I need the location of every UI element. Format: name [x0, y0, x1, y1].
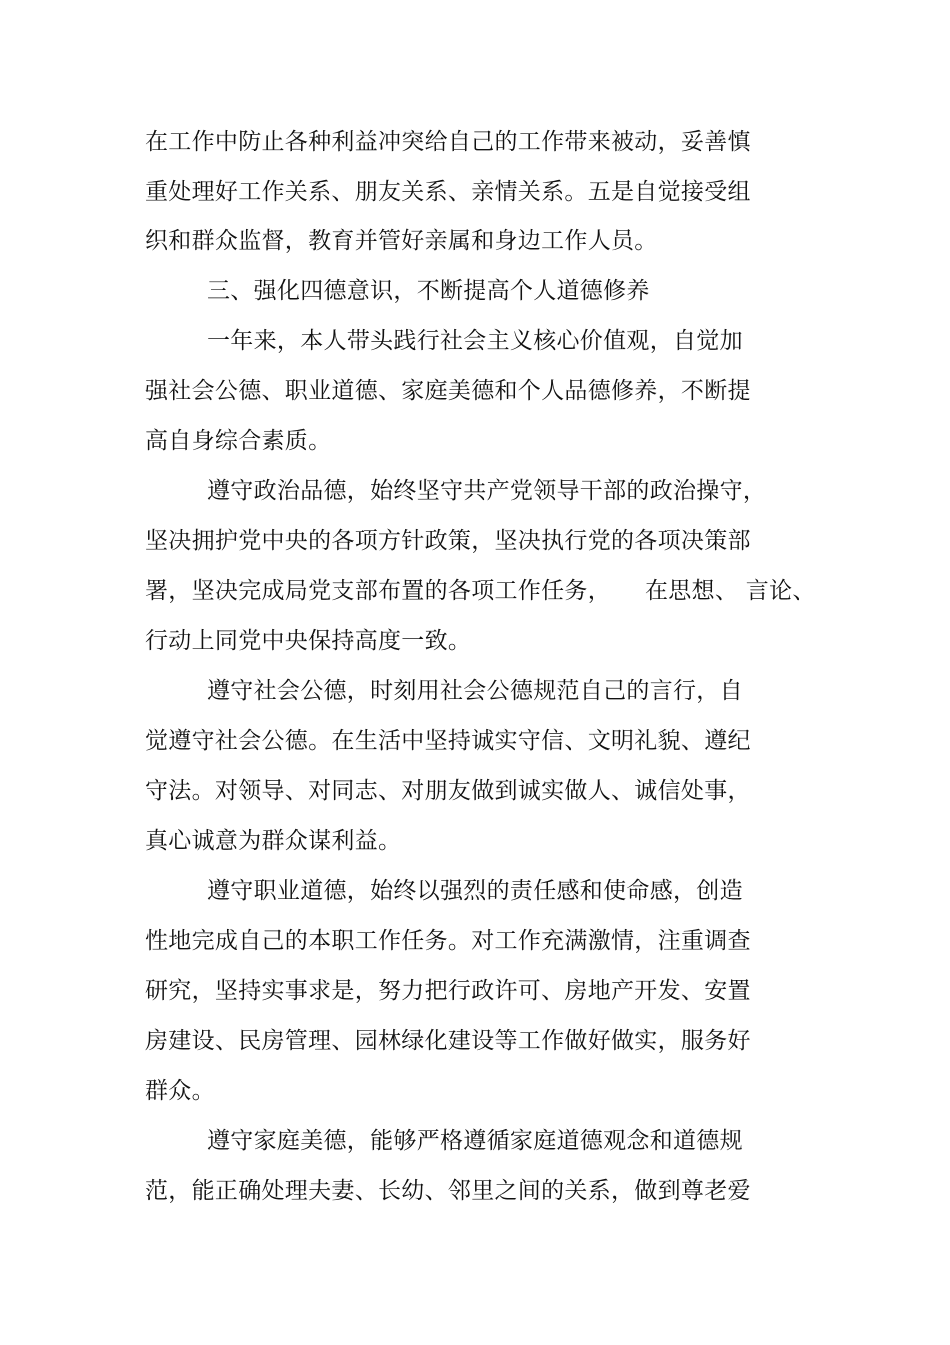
- text-line: 遵守职业道德，始终以强烈的责任感和使命感，创造: [207, 878, 743, 904]
- text-line: 守法。对领导、对同志、对朋友做到诚实做人、诚信处事，: [145, 778, 751, 804]
- text-line: 研究，坚持实事求是，努力把行政许可、房地产开发、安置: [145, 978, 751, 1004]
- text-line: 群众。: [145, 1078, 215, 1104]
- section-heading: 三、强化四德意识，不断提高个人道德修养: [207, 278, 650, 304]
- text-line: 遵守家庭美德，能够严格遵循家庭道德观念和道德规: [207, 1128, 743, 1154]
- text-line: 遵守政治品德，始终坚守共产党领导干部的政治操守，: [207, 478, 767, 504]
- text-line: 性地完成自己的本职工作任务。对工作充满激情，注重调查: [145, 928, 751, 954]
- text-line: 坚决拥护党中央的各项方针政策，坚决执行党的各项决策部: [145, 528, 751, 554]
- text-line: 行动上同党中央保持高度一致。: [145, 628, 472, 654]
- text-line: 房建设、民房管理、园林绿化建设等工作做好做实，服务好: [145, 1028, 751, 1054]
- text-line: 觉遵守社会公德。在生活中坚持诚实守信、文明礼貌、遵纪: [145, 728, 751, 754]
- text-line: 真心诚意为群众谋利益。: [145, 828, 402, 854]
- text-line: 织和群众监督，教育并管好亲属和身边工作人员。: [145, 228, 658, 254]
- text-line-fragment: 在思想、 言论、: [645, 578, 816, 604]
- text-line: 强社会公德、职业道德、家庭美德和个人品德修养，不断提: [145, 378, 751, 404]
- text-line: 在工作中防止各种利益冲突给自己的工作带来被动，妥善慎: [145, 129, 751, 155]
- text-line: 重处理好工作关系、朋友关系、亲情关系。五是自觉接受组: [145, 179, 751, 205]
- text-line: 高自身综合素质。: [145, 428, 332, 454]
- text-line: 署，坚决完成局党支部布置的各项工作任务，: [145, 578, 611, 604]
- text-line: 一年来，本人带头践行社会主义核心价值观，自觉加: [207, 328, 743, 354]
- text-line: 遵守社会公德，时刻用社会公德规范自己的言行，自: [207, 678, 743, 704]
- text-line: 范，能正确处理夫妻、长幼、邻里之间的关系，做到尊老爱: [145, 1178, 751, 1204]
